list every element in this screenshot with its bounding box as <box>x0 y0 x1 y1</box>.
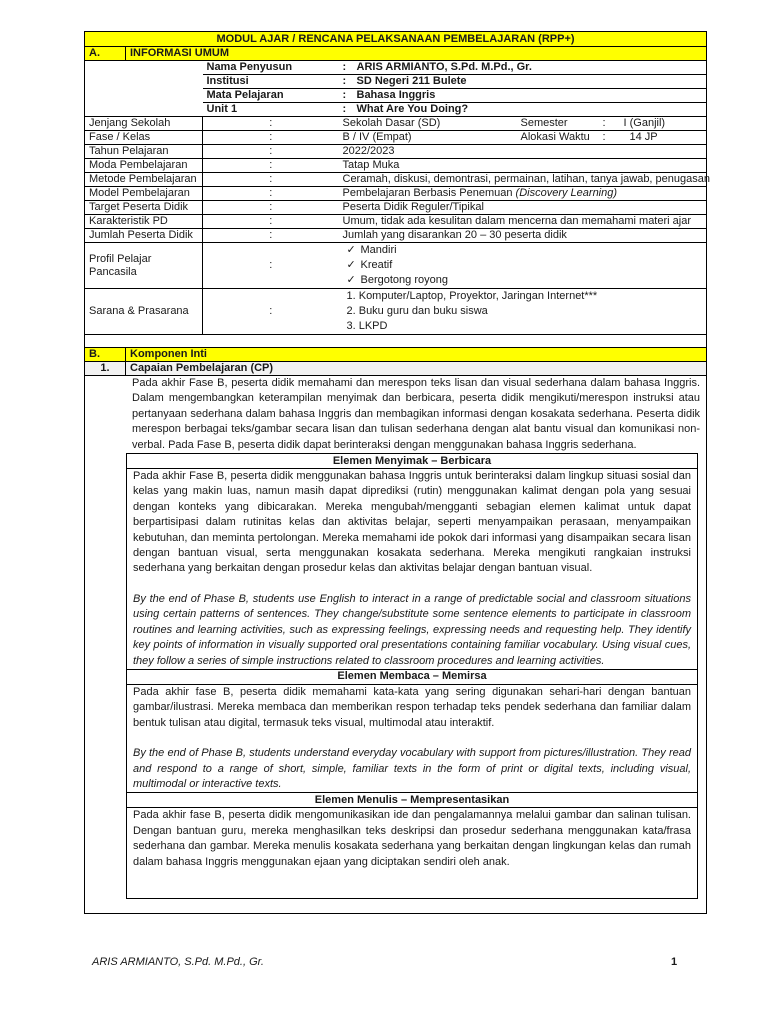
sarana-list <box>339 289 707 335</box>
fase-label: Fase / Kelas <box>85 131 203 145</box>
check-icon: ✓ <box>346 259 356 271</box>
profil-list <box>339 243 707 289</box>
document-page <box>84 31 710 914</box>
info-label-institusi: Institusi <box>203 75 339 89</box>
cp-number: 1. <box>85 362 126 376</box>
cp-label: Capaian Pembelajaran (CP) <box>126 362 707 376</box>
tahun-value: 2022/2023 <box>339 145 707 159</box>
sarana-sep: : <box>203 289 339 335</box>
element-body <box>127 469 698 670</box>
list-item: 2. Buku guru dan buku siswa <box>346 305 488 317</box>
info-value-mapel: Bahasa Inggris <box>353 89 707 103</box>
model-value-italic: (Discovery Learning) <box>515 187 618 199</box>
info-value-penyusun: ARIS ARMIANTO, S.Pd. M.Pd., Gr. <box>353 61 707 75</box>
element-body <box>127 808 698 899</box>
cp-intro: Pada akhir Fase B, peserta didik memahami dan merespon teks lisan dan visual sederhana dalam bahasa Inggris. Dalam mengembangkan keterampilan menyimak dan berbicara, peserta didik mengikuti/merespon instruksi atau pertanyaan sederhana dalam bahasa Inggris dan membagikan informasi dengan kosakata sederhana. Peserta didik merespon berbagai teks/gambar secara lisan dan tulisan sederhana dengan alat bantu visual dan komunikasi non-verbal. Pada Fase B, peserta didik dapat berinteraksi dengan menggunakan bahasa Inggris sederhana. <box>132 377 701 451</box>
fase-sep: : <box>203 131 339 145</box>
tahun-sep: : <box>203 145 339 159</box>
element-title: Elemen Menulis – Mempresentasikan <box>127 793 698 808</box>
metode-label: Metode Pembelajaran <box>85 173 203 187</box>
info-value-institusi: SD Negeri 211 Bulete <box>353 75 707 89</box>
alokasi-sep: : <box>599 131 612 145</box>
alokasi-value: 14 JP <box>612 131 707 145</box>
target-sep: : <box>203 201 339 215</box>
alokasi-label: Alokasi Waktu <box>517 131 599 145</box>
metode-value: Ceramah, diskusi, demontrasi, permainan, latihan, tanya jawab, penugasan <box>339 173 707 187</box>
element-text-id: Pada akhir Fase B, peserta didik menggunakan bahasa Inggris untuk berinteraksi dalam lingkup situasi sosial dan kelas yang makin luas, namun masih dapat diprediksi (rutin) menggunakan kalimat dengan pola yang sesuai dengan konteks yang dibicarakan. Mereka mengubah/mengganti sebagian elemen kalimat untuk dapat berpartisipasi dalam rutinitas kelas dan aktivitas belajar, seperti menyampaikan perasaan, menyampaikan kebutuhan, dan meminta pertolongan. Mereka memahami ide pokok dari informasi yang disampaikan secara lisan dengan bantuan visual, serta menggunakan kosakata sederhana. Mereka mengikuti rangkaian instruksi sederhana yang berkaitan dengan prosedur kelas dan aktivitas belajar dengan bantuan visual. <box>133 470 691 575</box>
document-title: MODUL AJAR / RENCANA PELAKSANAAN PEMBELAJARAN (RPP+) <box>85 32 707 47</box>
semester-sep: : <box>599 117 612 131</box>
footer-author: ARIS ARMIANTO, S.Pd. M.Pd., Gr. <box>92 956 264 968</box>
list-item: 3. LKPD <box>346 320 388 332</box>
target-value: Peserta Didik Reguler/Tipikal <box>339 201 707 215</box>
info-sep: : <box>339 89 353 103</box>
footer-page-number: 1 <box>671 956 678 968</box>
metode-sep: : <box>203 173 339 187</box>
jumlah-value: Jumlah yang disarankan 20 – 30 peserta didik <box>339 229 707 243</box>
spacer-row <box>85 335 707 348</box>
karakteristik-sep: : <box>203 215 339 229</box>
info-sep: : <box>339 103 353 117</box>
profil-sep: : <box>203 243 339 289</box>
list-item: 1. Komputer/Laptop, Proyektor, Jaringan Internet*** <box>346 290 598 302</box>
semester-value: I (Ganjil) <box>612 117 707 131</box>
sarana-label: Sarana & Prasarana <box>85 289 203 335</box>
info-label-mapel: Mata Pelajaran <box>203 89 339 103</box>
moda-value: Tatap Muka <box>339 159 707 173</box>
info-label-unit: Unit 1 <box>203 103 339 117</box>
profil-label: Profil Pelajar Pancasila <box>85 243 203 289</box>
check-icon: ✓ <box>346 244 356 256</box>
cp-content <box>85 376 707 914</box>
target-label: Target Peserta Didik <box>85 201 203 215</box>
element-title: Elemen Membaca – Memirsa <box>127 669 698 684</box>
model-value-text: Pembelajaran Berbasis Penemuan <box>342 187 516 199</box>
jumlah-sep: : <box>203 229 339 243</box>
section-a-letter: A. <box>85 47 126 61</box>
model-value <box>339 187 707 201</box>
info-sep: : <box>339 61 353 75</box>
karakteristik-value: Umum, tidak ada kesulitan dalam mencerna dan memahami materi ajar <box>339 215 707 229</box>
element-title: Elemen Menyimak – Berbicara <box>127 454 698 469</box>
element-text-id: Pada akhir fase B, peserta didik memahami kata-kata yang sering digunakan sehari-hari dengan bantuan gambar/ilustrasi. Mereka membaca dan memberikan respon terhadap teks pendek sederhana dan familiar dalam bentuk tulisan atau digital, termasuk teks visual, multimodal atau interaktif. <box>133 685 691 729</box>
section-a-label: INFORMASI UMUM <box>126 47 707 61</box>
tahun-label: Tahun Pelajaran <box>85 145 203 159</box>
element-text-en: By the end of Phase B, students understand everyday vocabulary with support from pictures/illustration. They read and respond to a range of short, simple, familiar texts in the form of print or digital texts, including visual, multimodal or interactive texts. <box>133 747 691 790</box>
element-body <box>127 684 698 792</box>
jenjang-value: Sekolah Dasar (SD) <box>339 117 517 131</box>
element-text-en: By the end of Phase B, students use English to interact in a range of predictable social and classroom situations using certain patterns of sentences. They change/substitute some sentence elements to participate in classroom routines and learning activities, such as expressing feelings, expressing needs and requesting help. They identify key points of information in visually supported oral presentations containing familiar vocabulary. Using visual cues, they follow a series of simple instructions related to classroom procedures and learning activities. <box>133 592 691 667</box>
section-b-letter: B. <box>85 348 126 362</box>
info-value-unit: What Are You Doing? <box>353 103 707 117</box>
semester-label: Semester <box>517 117 599 131</box>
info-label-penyusun: Nama Penyusun <box>203 61 339 75</box>
fase-value: B / IV (Empat) <box>339 131 517 145</box>
elements-table <box>126 453 698 899</box>
moda-sep: : <box>203 159 339 173</box>
list-item: ✓ Bergotong royong <box>346 274 448 286</box>
jumlah-label: Jumlah Peserta Didik <box>85 229 203 243</box>
info-sep: : <box>339 75 353 89</box>
jenjang-label: Jenjang Sekolah <box>85 117 203 131</box>
element-text-id: Pada akhir fase B, peserta didik mengomunikasikan ide dan pengalamannya melalui gambar dan salinan tulisan. Dengan bantuan guru, mereka menghasilkan teks deskripsi dan prosedur sederhana menggunakan kata/frasa sederhana dan gambar. Mereka menulis kosakata sederhana yang berkaitan dengan lingkungan kelas dan rumah dalam bahasa Inggris menggunakan ejaan yang diciptakan sendiri oleh anak. <box>133 809 691 868</box>
karakteristik-label: Karakteristik PD <box>85 215 203 229</box>
list-item: ✓ Mandiri <box>346 244 397 256</box>
list-item: ✓ Kreatif <box>346 259 393 271</box>
jenjang-sep: : <box>203 117 339 131</box>
model-label: Model Pembelajaran <box>85 187 203 201</box>
info-table <box>84 31 710 914</box>
section-b-label: Komponen Inti <box>126 348 707 362</box>
model-sep: : <box>203 187 339 201</box>
moda-label: Moda Pembelajaran <box>85 159 203 173</box>
check-icon: ✓ <box>346 274 356 286</box>
